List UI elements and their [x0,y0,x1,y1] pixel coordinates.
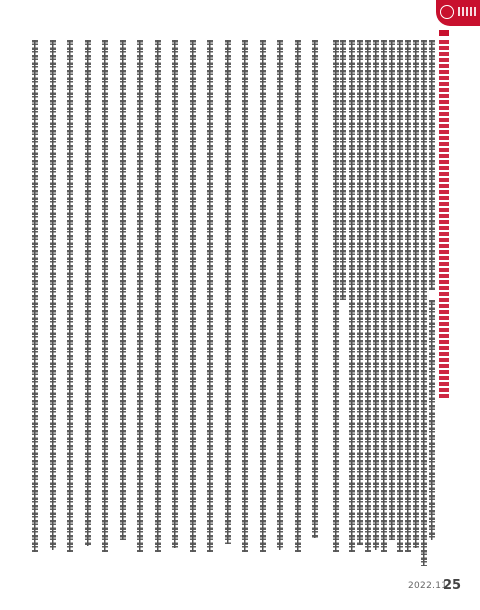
text-column [340,40,346,300]
text-column [277,40,283,550]
text-column [295,40,301,552]
text-column [172,40,178,548]
text-column [389,40,395,540]
text-column [397,40,403,552]
text-column [32,40,38,552]
text-column [349,40,355,552]
text-column [429,40,435,290]
text-column [357,40,363,545]
text-column [312,40,318,538]
section-tag-label [458,7,476,16]
text-column [413,40,419,548]
text-column [333,40,339,552]
text-column [421,40,427,566]
text-column [120,40,126,540]
text-column [102,40,108,552]
circle-emblem-icon [440,5,454,19]
text-column [137,40,143,552]
text-column [405,40,411,552]
text-column [155,40,161,552]
text-column [381,40,387,552]
text-column [225,40,231,544]
text-column [260,40,266,552]
title-ornament [439,30,449,36]
issue-date: 2022.11 [408,581,448,591]
text-column [67,40,73,552]
text-column [50,40,56,550]
text-column [242,40,248,552]
page-number: 25 [443,578,462,593]
text-column [207,40,213,552]
text-column [373,40,379,550]
text-column [365,40,371,552]
text-column [190,40,196,552]
article-title [439,40,449,400]
text-column [429,300,435,540]
text-column [85,40,91,546]
